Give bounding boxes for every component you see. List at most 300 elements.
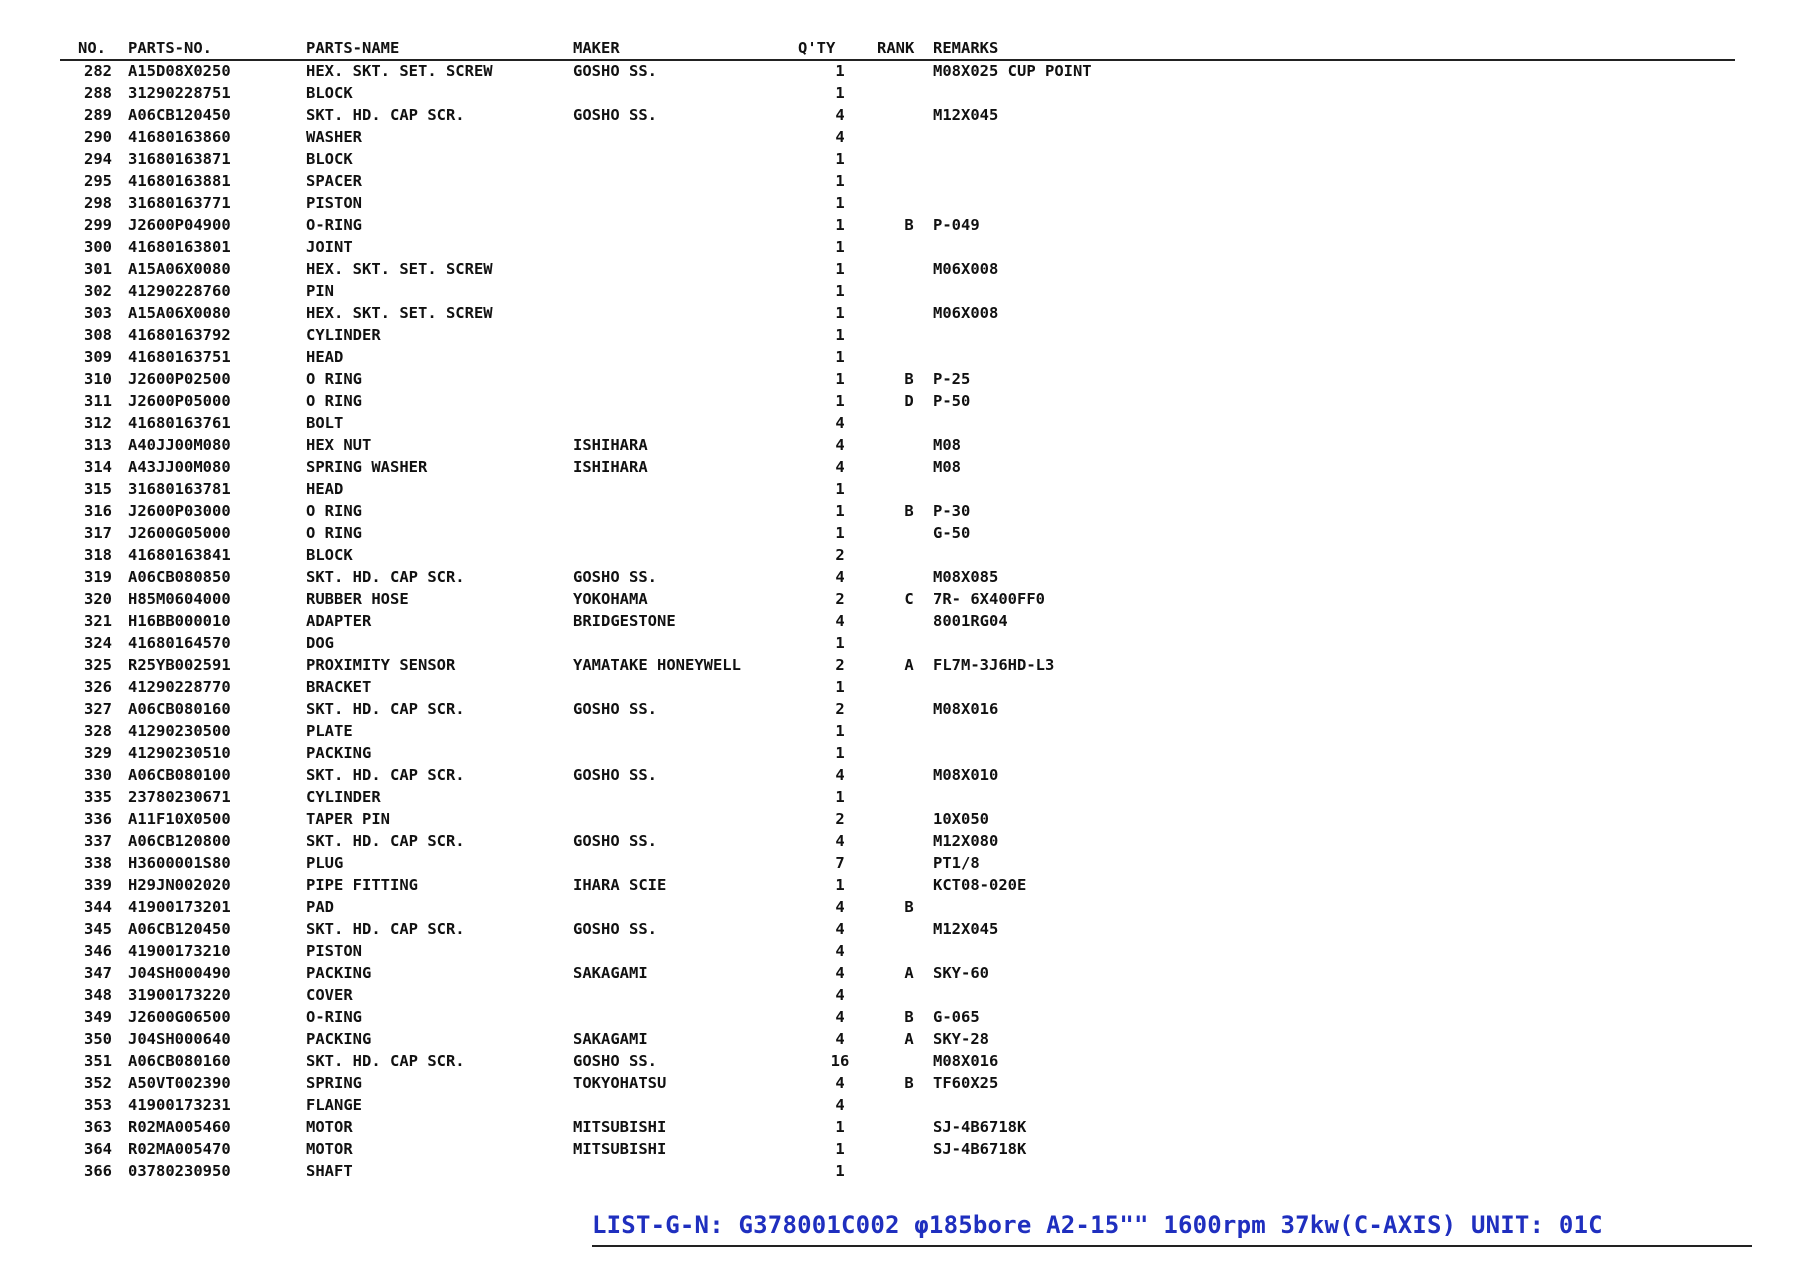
cell-parts-name: PROXIMITY SENSOR [306, 656, 456, 674]
table-row [60, 258, 1735, 280]
cell-maker: ISHIHARA [573, 458, 648, 476]
table-row [60, 830, 1735, 852]
cell-parts-no: 41680163841 [128, 546, 231, 564]
table-row [60, 434, 1735, 456]
cell-qty: 1 [835, 282, 845, 300]
table-row [60, 720, 1735, 742]
cell-parts-name: PISTON [306, 942, 362, 960]
table-row [60, 1050, 1735, 1072]
table-row [60, 368, 1735, 390]
table-row [60, 852, 1735, 874]
cell-no: 302 [84, 282, 112, 300]
cell-rank: B [904, 370, 914, 388]
table-row [60, 676, 1735, 698]
cell-qty: 1 [835, 480, 845, 498]
cell-parts-no: 41680163792 [128, 326, 231, 344]
cell-parts-name: O-RING [306, 1008, 362, 1026]
table-row [60, 104, 1735, 126]
cell-rank: B [904, 898, 914, 916]
cell-parts-no: 41290228770 [128, 678, 231, 696]
cell-remarks: P-50 [933, 392, 971, 410]
header-parts-no: PARTS-NO. [128, 39, 212, 57]
cell-parts-no: 31680163781 [128, 480, 231, 498]
cell-maker: GOSHO SS. [573, 106, 657, 124]
cell-no: 317 [84, 524, 112, 542]
cell-parts-name: TAPER PIN [306, 810, 390, 828]
table-row [60, 82, 1735, 104]
cell-qty: 1 [835, 216, 845, 234]
cell-qty: 1 [835, 524, 845, 542]
cell-parts-name: PACKING [306, 964, 372, 982]
table-row [60, 500, 1735, 522]
cell-no: 327 [84, 700, 112, 718]
cell-qty: 4 [835, 568, 845, 586]
cell-no: 290 [84, 128, 112, 146]
cell-remarks: P-049 [933, 216, 980, 234]
cell-parts-no: J2600P05000 [128, 392, 231, 410]
cell-qty: 4 [835, 1030, 845, 1048]
cell-parts-no: 41680164570 [128, 634, 231, 652]
cell-no: 326 [84, 678, 112, 696]
cell-maker: SAKAGAMI [573, 964, 648, 982]
header-qty: Q'TY [798, 39, 836, 57]
cell-remarks: M12X045 [933, 106, 999, 124]
cell-no: 318 [84, 546, 112, 564]
cell-no: 310 [84, 370, 112, 388]
cell-parts-no: 41680163751 [128, 348, 231, 366]
cell-rank: D [904, 392, 914, 410]
cell-no: 314 [84, 458, 112, 476]
cell-no: 312 [84, 414, 112, 432]
cell-remarks: SKY-60 [933, 964, 989, 982]
cell-parts-no: 41680163761 [128, 414, 231, 432]
table-row [60, 962, 1735, 984]
cell-remarks: M06X008 [933, 260, 999, 278]
cell-parts-name: BRACKET [306, 678, 372, 696]
cell-parts-name: SKT. HD. CAP SCR. [306, 1052, 465, 1070]
cell-parts-name: SKT. HD. CAP SCR. [306, 766, 465, 784]
header-rank: RANK [877, 39, 915, 57]
cell-qty: 1 [835, 260, 845, 278]
cell-parts-name: COVER [306, 986, 353, 1004]
table-row [60, 324, 1735, 346]
cell-remarks: M08X010 [933, 766, 999, 784]
table-row [60, 1094, 1735, 1116]
cell-remarks: P-25 [933, 370, 971, 388]
cell-remarks: M08X016 [933, 700, 999, 718]
cell-no: 316 [84, 502, 112, 520]
table-row [60, 786, 1735, 808]
cell-parts-name: RUBBER HOSE [306, 590, 409, 608]
cell-qty: 4 [835, 458, 845, 476]
cell-maker: SAKAGAMI [573, 1030, 648, 1048]
cell-parts-no: A40JJ00M080 [128, 436, 231, 454]
table-row [60, 566, 1735, 588]
cell-qty: 1 [835, 1118, 845, 1136]
cell-parts-no: A06CB080100 [128, 766, 231, 784]
cell-qty: 16 [830, 1052, 850, 1070]
cell-no: 320 [84, 590, 112, 608]
cell-remarks: PT1/8 [933, 854, 980, 872]
cell-parts-name: SKT. HD. CAP SCR. [306, 920, 465, 938]
cell-qty: 1 [835, 326, 845, 344]
cell-parts-no: 31680163771 [128, 194, 231, 212]
cell-qty: 1 [835, 502, 845, 520]
cell-parts-name: HEX NUT [306, 436, 372, 454]
cell-parts-no: A15D08X0250 [128, 62, 231, 80]
cell-qty: 1 [835, 172, 845, 190]
cell-no: 299 [84, 216, 112, 234]
table-row [60, 478, 1735, 500]
cell-maker: GOSHO SS. [573, 832, 657, 850]
cell-parts-no: H16BB000010 [128, 612, 231, 630]
cell-no: 336 [84, 810, 112, 828]
cell-parts-no: A15A06X0080 [128, 260, 231, 278]
cell-parts-name: O-RING [306, 216, 362, 234]
cell-no: 300 [84, 238, 112, 256]
cell-qty: 1 [835, 62, 845, 80]
cell-parts-name: BLOCK [306, 150, 353, 168]
cell-qty: 4 [835, 986, 845, 1004]
table-row [60, 874, 1735, 896]
cell-qty: 1 [835, 1140, 845, 1158]
cell-qty: 4 [835, 414, 845, 432]
cell-no: 315 [84, 480, 112, 498]
cell-parts-no: J2600G06500 [128, 1008, 231, 1026]
cell-parts-name: O RING [306, 392, 362, 410]
cell-rank: B [904, 1074, 914, 1092]
table-row [60, 1160, 1735, 1182]
table-row [60, 742, 1735, 764]
cell-qty: 1 [835, 788, 845, 806]
cell-rank: C [904, 590, 914, 608]
table-row [60, 1006, 1735, 1028]
cell-parts-no: 41680163881 [128, 172, 231, 190]
table-row [60, 896, 1735, 918]
cell-no: 325 [84, 656, 112, 674]
cell-parts-no: A06CB080850 [128, 568, 231, 586]
table-row [60, 1072, 1735, 1094]
cell-qty: 1 [835, 348, 845, 366]
cell-qty: 4 [835, 1008, 845, 1026]
cell-qty: 4 [835, 832, 845, 850]
cell-parts-no: A11F10X0500 [128, 810, 231, 828]
cell-no: 363 [84, 1118, 112, 1136]
cell-remarks: M08X025 CUP POINT [933, 62, 1092, 80]
cell-parts-no: A15A06X0080 [128, 304, 231, 322]
table-row [60, 588, 1735, 610]
table-row [60, 346, 1735, 368]
cell-parts-name: HEX. SKT. SET. SCREW [306, 304, 493, 322]
cell-maker: GOSHO SS. [573, 920, 657, 938]
cell-qty: 2 [835, 810, 845, 828]
cell-qty: 4 [835, 942, 845, 960]
cell-rank: A [904, 656, 914, 674]
cell-maker: GOSHO SS. [573, 1052, 657, 1070]
cell-remarks: M08 [933, 436, 961, 454]
cell-remarks: SKY-28 [933, 1030, 989, 1048]
cell-parts-name: PISTON [306, 194, 362, 212]
cell-parts-no: R02MA005470 [128, 1140, 231, 1158]
table-row [60, 984, 1735, 1006]
cell-qty: 1 [835, 150, 845, 168]
cell-no: 288 [84, 84, 112, 102]
cell-remarks: M08X085 [933, 568, 999, 586]
cell-parts-no: 31680163871 [128, 150, 231, 168]
cell-parts-no: A06CB120450 [128, 106, 231, 124]
cell-parts-no: 41290230510 [128, 744, 231, 762]
cell-remarks: SJ-4B6718K [933, 1140, 1027, 1158]
table-row [60, 302, 1735, 324]
cell-parts-name: ADAPTER [306, 612, 372, 630]
cell-parts-name: MOTOR [306, 1118, 353, 1136]
cell-no: 313 [84, 436, 112, 454]
cell-no: 351 [84, 1052, 112, 1070]
cell-maker: TOKYOHATSU [573, 1074, 667, 1092]
table-row [60, 808, 1735, 830]
cell-parts-no: J2600G05000 [128, 524, 231, 542]
cell-qty: 4 [835, 898, 845, 916]
cell-maker: GOSHO SS. [573, 568, 657, 586]
cell-parts-name: PIN [306, 282, 334, 300]
cell-no: 347 [84, 964, 112, 982]
cell-parts-no: 41900173210 [128, 942, 231, 960]
cell-parts-name: PACKING [306, 1030, 372, 1048]
cell-no: 298 [84, 194, 112, 212]
cell-parts-name: BOLT [306, 414, 344, 432]
cell-qty: 7 [835, 854, 845, 872]
cell-rank: A [904, 964, 914, 982]
cell-qty: 4 [835, 436, 845, 454]
cell-remarks: M08X016 [933, 1052, 999, 1070]
cell-parts-name: DOG [306, 634, 334, 652]
cell-no: 348 [84, 986, 112, 1004]
cell-parts-no: 03780230950 [128, 1162, 231, 1180]
cell-parts-no: 31290228751 [128, 84, 231, 102]
cell-parts-no: 41680163801 [128, 238, 231, 256]
cell-no: 352 [84, 1074, 112, 1092]
cell-parts-no: 31900173220 [128, 986, 231, 1004]
cell-no: 338 [84, 854, 112, 872]
cell-maker: YAMATAKE HONEYWELL [573, 656, 741, 674]
cell-parts-name: HEX. SKT. SET. SCREW [306, 62, 493, 80]
cell-parts-name: MOTOR [306, 1140, 353, 1158]
cell-remarks: M12X080 [933, 832, 999, 850]
cell-parts-name: PACKING [306, 744, 372, 762]
cell-no: 330 [84, 766, 112, 784]
cell-parts-no: 41680163860 [128, 128, 231, 146]
cell-remarks: 7R- 6X400FF0 [933, 590, 1045, 608]
cell-qty: 4 [835, 1074, 845, 1092]
table-row [60, 390, 1735, 412]
cell-no: 308 [84, 326, 112, 344]
header-maker: MAKER [573, 39, 620, 57]
table-row [60, 214, 1735, 236]
cell-qty: 4 [835, 766, 845, 784]
table-row [60, 60, 1735, 82]
table-row [60, 1138, 1735, 1160]
cell-qty: 2 [835, 546, 845, 564]
table-row [60, 764, 1735, 786]
cell-no: 311 [84, 392, 112, 410]
cell-parts-name: WASHER [306, 128, 362, 146]
cell-maker: GOSHO SS. [573, 62, 657, 80]
table-row [60, 280, 1735, 302]
cell-no: 350 [84, 1030, 112, 1048]
cell-no: 337 [84, 832, 112, 850]
cell-parts-name: SKT. HD. CAP SCR. [306, 832, 465, 850]
cell-parts-no: J2600P03000 [128, 502, 231, 520]
cell-qty: 1 [835, 194, 845, 212]
cell-parts-name: SKT. HD. CAP SCR. [306, 106, 465, 124]
cell-parts-no: 41290228760 [128, 282, 231, 300]
cell-parts-no: J2600P02500 [128, 370, 231, 388]
cell-no: 346 [84, 942, 112, 960]
cell-rank: A [904, 1030, 914, 1048]
cell-parts-name: HEAD [306, 480, 344, 498]
cell-qty: 2 [835, 590, 845, 608]
cell-remarks: M08 [933, 458, 961, 476]
cell-parts-name: CYLINDER [306, 326, 381, 344]
cell-qty: 2 [835, 656, 845, 674]
cell-remarks: FL7M-3J6HD-L3 [933, 656, 1055, 674]
cell-parts-name: PIPE FITTING [306, 876, 418, 894]
table-row [60, 412, 1735, 434]
cell-parts-name: O RING [306, 524, 362, 542]
cell-no: 324 [84, 634, 112, 652]
cell-remarks: TF60X25 [933, 1074, 999, 1092]
cell-no: 319 [84, 568, 112, 586]
cell-qty: 1 [835, 238, 845, 256]
cell-no: 294 [84, 150, 112, 168]
cell-remarks: KCT08-020E [933, 876, 1027, 894]
cell-parts-no: A06CB120450 [128, 920, 231, 938]
cell-maker: MITSUBISHI [573, 1140, 667, 1158]
cell-qty: 4 [835, 964, 845, 982]
header-remarks: REMARKS [933, 39, 999, 57]
cell-qty: 1 [835, 1162, 845, 1180]
cell-qty: 2 [835, 700, 845, 718]
cell-no: 295 [84, 172, 112, 190]
cell-parts-no: R25YB002591 [128, 656, 231, 674]
cell-parts-no: H3600001S80 [128, 854, 231, 872]
cell-parts-name: BLOCK [306, 546, 353, 564]
table-row [60, 654, 1735, 676]
table-row [60, 1116, 1735, 1138]
cell-parts-name: SHAFT [306, 1162, 353, 1180]
cell-remarks: 8001RG04 [933, 612, 1008, 630]
cell-rank: B [904, 1008, 914, 1026]
cell-qty: 1 [835, 722, 845, 740]
cell-no: 329 [84, 744, 112, 762]
table-row [60, 456, 1735, 478]
cell-parts-no: 41900173231 [128, 1096, 231, 1114]
cell-maker: GOSHO SS. [573, 700, 657, 718]
table-row [60, 632, 1735, 654]
cell-qty: 1 [835, 370, 845, 388]
cell-qty: 4 [835, 612, 845, 630]
header-parts-name: PARTS-NAME [306, 39, 400, 57]
cell-no: 282 [84, 62, 112, 80]
cell-remarks: G-065 [933, 1008, 980, 1026]
cell-maker: ISHIHARA [573, 436, 648, 454]
cell-qty: 4 [835, 1096, 845, 1114]
table-row [60, 698, 1735, 720]
cell-parts-no: A50VT002390 [128, 1074, 231, 1092]
cell-no: 344 [84, 898, 112, 916]
cell-no: 364 [84, 1140, 112, 1158]
cell-qty: 1 [835, 392, 845, 410]
cell-no: 289 [84, 106, 112, 124]
table-row [60, 236, 1735, 258]
cell-parts-name: PLUG [306, 854, 344, 872]
cell-parts-name: PAD [306, 898, 334, 916]
table-row [60, 940, 1735, 962]
cell-no: 321 [84, 612, 112, 630]
cell-parts-name: CYLINDER [306, 788, 381, 806]
cell-parts-name: SKT. HD. CAP SCR. [306, 568, 465, 586]
cell-parts-no: J2600P04900 [128, 216, 231, 234]
cell-parts-no: H29JN002020 [128, 876, 231, 894]
cell-no: 328 [84, 722, 112, 740]
cell-no: 301 [84, 260, 112, 278]
cell-remarks: M12X045 [933, 920, 999, 938]
cell-parts-name: PLATE [306, 722, 353, 740]
cell-no: 303 [84, 304, 112, 322]
header-no: NO. [78, 39, 106, 57]
cell-parts-name: JOINT [306, 238, 353, 256]
cell-parts-no: A06CB120800 [128, 832, 231, 850]
cell-remarks: 10X050 [933, 810, 989, 828]
cell-qty: 4 [835, 920, 845, 938]
cell-no: 345 [84, 920, 112, 938]
cell-remarks: P-30 [933, 502, 971, 520]
cell-qty: 4 [835, 106, 845, 124]
cell-qty: 1 [835, 678, 845, 696]
cell-parts-no: J04SH000490 [128, 964, 231, 982]
cell-maker: GOSHO SS. [573, 766, 657, 784]
cell-qty: 1 [835, 634, 845, 652]
cell-parts-name: SPACER [306, 172, 362, 190]
cell-parts-no: A06CB080160 [128, 700, 231, 718]
cell-qty: 1 [835, 744, 845, 762]
cell-parts-no: A43JJ00M080 [128, 458, 231, 476]
cell-no: 335 [84, 788, 112, 806]
cell-qty: 1 [835, 84, 845, 102]
cell-parts-name: O RING [306, 502, 362, 520]
cell-parts-no: 41900173201 [128, 898, 231, 916]
list-footer: LIST-G-N: G378001C002 φ185bore A2-15"" 1600rpm 37kw(C-AXIS) UNIT: 01C [592, 1205, 1752, 1247]
table-row [60, 148, 1735, 170]
cell-no: 309 [84, 348, 112, 366]
cell-remarks: G-50 [933, 524, 971, 542]
cell-parts-name: BLOCK [306, 84, 353, 102]
table-row [60, 544, 1735, 566]
cell-parts-no: R02MA005460 [128, 1118, 231, 1136]
table-row [60, 192, 1735, 214]
cell-parts-no: H85M0604000 [128, 590, 231, 608]
cell-maker: YOKOHAMA [573, 590, 648, 608]
cell-no: 339 [84, 876, 112, 894]
cell-no: 366 [84, 1162, 112, 1180]
cell-no: 349 [84, 1008, 112, 1026]
cell-parts-name: HEX. SKT. SET. SCREW [306, 260, 493, 278]
cell-maker: MITSUBISHI [573, 1118, 667, 1136]
cell-maker: IHARA SCIE [573, 876, 667, 894]
cell-parts-no: 41290230500 [128, 722, 231, 740]
cell-qty: 1 [835, 304, 845, 322]
table-row [60, 1028, 1735, 1050]
